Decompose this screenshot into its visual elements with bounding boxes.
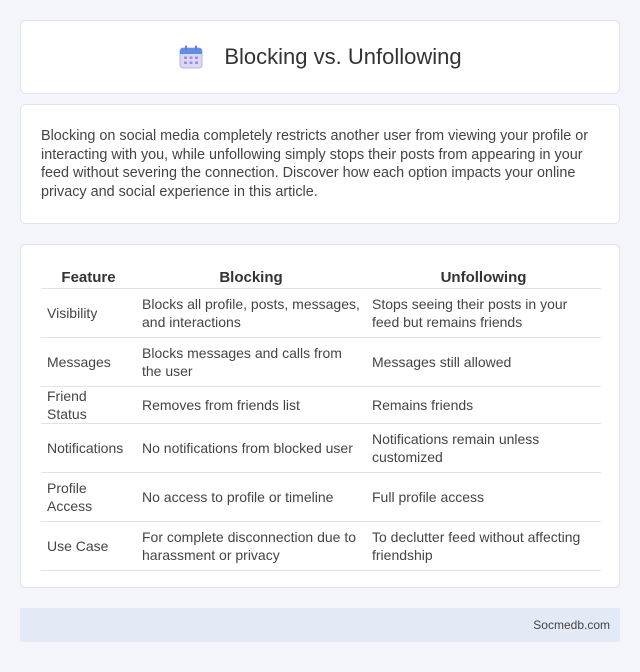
table-row — [41, 424, 601, 473]
table-row — [41, 338, 601, 387]
unfollowing-cell: Full profile access — [366, 473, 601, 522]
feature-cell: Messages — [41, 338, 136, 387]
title-card — [20, 20, 620, 94]
feature-cell: Visibility — [41, 289, 136, 338]
footer — [20, 608, 620, 642]
blocking-cell: Removes from friends list — [136, 387, 366, 424]
blocking-cell: No notifications from blocked user — [136, 424, 366, 473]
unfollowing-cell: To declutter feed without affecting friendship — [366, 522, 601, 571]
blocking-cell: For complete disconnection due to harassment or privacy — [136, 522, 366, 571]
footer-site-link[interactable]: Socmedb.com — [533, 618, 610, 632]
intro-card — [20, 104, 620, 224]
column-header-unfollowing: Unfollowing — [366, 265, 601, 289]
feature-cell: Friend Status — [41, 387, 136, 424]
blocking-cell: Blocks all profile, posts, messages, and interactions — [136, 289, 366, 338]
page-title: Blocking vs. Unfollowing — [224, 44, 462, 69]
column-header-blocking: Blocking — [136, 265, 366, 289]
unfollowing-cell: Stops seeing their posts in your feed but remains friends — [366, 289, 601, 338]
feature-cell: Use Case — [41, 522, 136, 571]
table-row — [41, 522, 601, 571]
calendar-icon — [178, 44, 204, 70]
table-row — [41, 289, 601, 338]
table-row — [41, 473, 601, 522]
feature-cell: Notifications — [41, 424, 136, 473]
blocking-cell: No access to profile or timeline — [136, 473, 366, 522]
unfollowing-cell: Notifications remain unless customized — [366, 424, 601, 473]
unfollowing-cell: Messages still allowed — [366, 338, 601, 387]
intro-text: Blocking on social media completely restricts another user from viewing your profile or interacting with you, while unfollowing simply stops their posts from appearing in your feed without severing the connection. Discover how each option impacts your online privacy and social experience in this article. — [41, 128, 589, 200]
table-row — [41, 387, 601, 424]
comparison-table-card — [20, 244, 620, 588]
table-header-row — [41, 265, 601, 289]
column-header-feature: Feature — [41, 265, 136, 289]
blocking-cell: Blocks messages and calls from the user — [136, 338, 366, 387]
feature-cell: Profile Access — [41, 473, 136, 522]
unfollowing-cell: Remains friends — [366, 387, 601, 424]
comparison-table — [41, 265, 601, 571]
